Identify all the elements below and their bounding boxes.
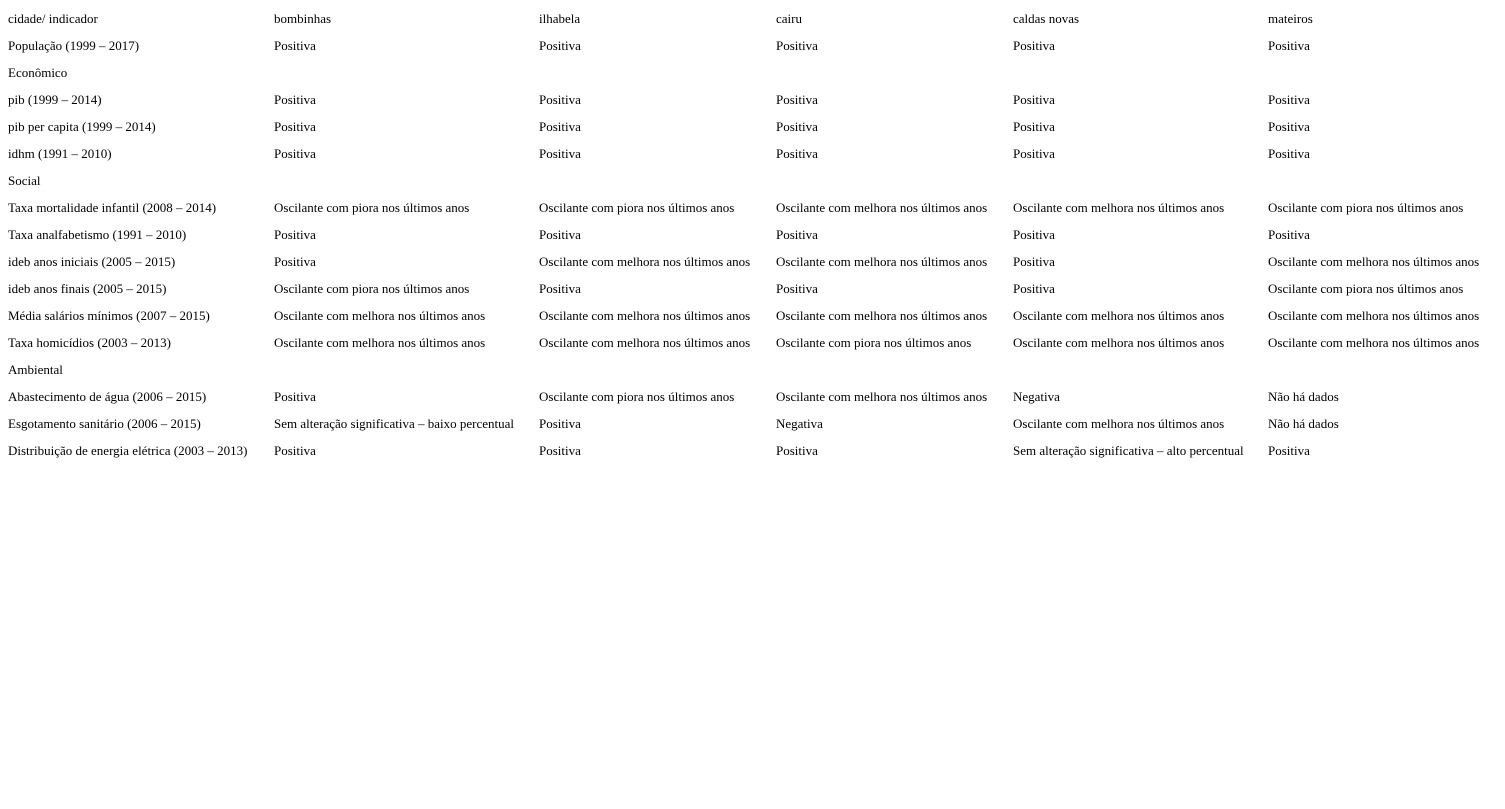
table-cell: Positiva xyxy=(274,254,316,269)
table-row xyxy=(8,410,1501,437)
empty-cell xyxy=(1013,59,1266,86)
table-row xyxy=(8,275,1501,302)
table-cell: Oscilante com melhora nos últimos anos xyxy=(1013,416,1225,431)
section-heading: Econômico xyxy=(8,65,68,80)
header-cell-cairu: cairu xyxy=(776,11,802,26)
table-cell: Positiva xyxy=(776,92,818,107)
table-cell: Oscilante com melhora nos últimos anos xyxy=(539,335,751,350)
table-cell: Oscilante com piora nos últimos anos xyxy=(1268,281,1464,296)
table-row xyxy=(8,32,1501,59)
empty-cell xyxy=(539,356,774,383)
table-cell: Oscilante com melhora nos últimos anos xyxy=(776,254,988,269)
indicator-label: Média salários mínimos (2007 – 2015) xyxy=(8,308,210,323)
table-cell: Positiva xyxy=(776,38,818,53)
table-cell: Oscilante com melhora nos últimos anos xyxy=(776,389,988,404)
table-row xyxy=(8,437,1501,464)
table-cell: Positiva xyxy=(274,146,316,161)
table-cell: Positiva xyxy=(776,227,818,242)
header-cell-caldas-novas: caldas novas xyxy=(1013,11,1080,26)
table-cell: Oscilante com melhora nos últimos anos xyxy=(776,308,988,323)
table-cell: Positiva xyxy=(274,38,316,53)
table-cell: Sem alteração significativa – baixo percentual xyxy=(274,416,515,431)
indicator-label: Distribuição de energia elétrica (2003 – 2013) xyxy=(8,443,248,458)
table-cell: Oscilante com piora nos últimos anos xyxy=(539,389,735,404)
table-cell: Oscilante com piora nos últimos anos xyxy=(274,281,470,296)
table-row xyxy=(8,194,1501,221)
table-cell: Oscilante com melhora nos últimos anos xyxy=(539,308,751,323)
indicator-label: pib per capita (1999 – 2014) xyxy=(8,119,156,134)
table-row xyxy=(8,383,1501,410)
table-cell: Positiva xyxy=(1268,227,1310,242)
header-cell-indicator: cidade/ indicador xyxy=(8,11,98,26)
header-row xyxy=(8,5,1501,32)
table-cell: Oscilante com melhora nos últimos anos xyxy=(1013,308,1225,323)
table-cell: Oscilante com melhora nos últimos anos xyxy=(776,200,988,215)
table-cell: Positiva xyxy=(539,92,581,107)
header-cell-bombinhas: bombinhas xyxy=(274,11,332,26)
table-cell: Negativa xyxy=(776,416,823,431)
indicator-label: Taxa analfabetismo (1991 – 2010) xyxy=(8,227,187,242)
table-cell: Positiva xyxy=(1268,38,1310,53)
table-cell: Positiva xyxy=(1013,119,1055,134)
section-row xyxy=(8,59,1501,86)
table-cell: Positiva xyxy=(274,119,316,134)
table-cell: Positiva xyxy=(539,38,581,53)
table-row xyxy=(8,140,1501,167)
table-row xyxy=(8,248,1501,275)
indicator-label: pib (1999 – 2014) xyxy=(8,92,102,107)
empty-cell xyxy=(539,167,774,194)
table-cell: Positiva xyxy=(274,92,316,107)
table-cell: Positiva xyxy=(539,146,581,161)
table-cell: Positiva xyxy=(776,119,818,134)
empty-cell xyxy=(539,59,774,86)
table-row xyxy=(8,329,1501,356)
header-cell-mateiros: mateiros xyxy=(1268,11,1313,26)
table-cell: Positiva xyxy=(539,443,581,458)
empty-cell xyxy=(274,59,537,86)
indicator-label: Taxa homicídios (2003 – 2013) xyxy=(8,335,172,350)
table-cell: Oscilante com melhora nos últimos anos xyxy=(274,335,486,350)
table-cell: Não há dados xyxy=(1268,416,1339,431)
empty-cell xyxy=(776,167,1011,194)
table-cell: Positiva xyxy=(274,227,316,242)
table-row xyxy=(8,86,1501,113)
table-cell: Sem alteração significativa – alto percentual xyxy=(1013,443,1244,458)
section-heading: Social xyxy=(8,173,41,188)
indicator-label: Abastecimento de água (2006 – 2015) xyxy=(8,389,207,404)
table-cell: Positiva xyxy=(1013,38,1055,53)
table-cell: Oscilante com melhora nos últimos anos xyxy=(274,308,486,323)
table-cell: Positiva xyxy=(539,227,581,242)
table-cell: Positiva xyxy=(1268,146,1310,161)
table-cell: Oscilante com melhora nos últimos anos xyxy=(1268,308,1480,323)
section-row xyxy=(8,356,1501,383)
empty-cell xyxy=(1268,167,1501,194)
table-cell: Negativa xyxy=(1013,389,1060,404)
header-cell-ilhabela: ilhabela xyxy=(539,11,581,26)
empty-cell xyxy=(776,59,1011,86)
table-cell: Positiva xyxy=(1268,92,1310,107)
section-row xyxy=(8,167,1501,194)
table-cell: Oscilante com piora nos últimos anos xyxy=(274,200,470,215)
table-cell: Oscilante com melhora nos últimos anos xyxy=(539,254,751,269)
table-cell: Oscilante com melhora nos últimos anos xyxy=(1268,254,1480,269)
table-cell: Oscilante com melhora nos últimos anos xyxy=(1013,200,1225,215)
table-row xyxy=(8,302,1501,329)
table-cell: Positiva xyxy=(1013,92,1055,107)
indicator-label: Esgotamento sanitário (2006 – 2015) xyxy=(8,416,201,431)
table-cell: Positiva xyxy=(539,119,581,134)
table-cell: Positiva xyxy=(776,281,818,296)
table-cell: Positiva xyxy=(1268,443,1310,458)
empty-cell xyxy=(274,167,537,194)
indicator-label: População (1999 – 2017) xyxy=(8,38,140,53)
table-row xyxy=(8,221,1501,248)
empty-cell xyxy=(274,356,537,383)
table-cell: Positiva xyxy=(1013,146,1055,161)
table-cell: Positiva xyxy=(1013,227,1055,242)
table-cell: Positiva xyxy=(1268,119,1310,134)
indicator-table xyxy=(6,5,1503,464)
table-cell: Oscilante com piora nos últimos anos xyxy=(776,335,972,350)
table-cell: Positiva xyxy=(539,416,581,431)
empty-cell xyxy=(1013,356,1266,383)
indicator-label: Taxa mortalidade infantil (2008 – 2014) xyxy=(8,200,217,215)
table-cell: Positiva xyxy=(539,281,581,296)
table-cell: Oscilante com melhora nos últimos anos xyxy=(1013,335,1225,350)
table-cell: Positiva xyxy=(776,443,818,458)
empty-cell xyxy=(1268,59,1501,86)
table-row xyxy=(8,113,1501,140)
table-cell: Positiva xyxy=(776,146,818,161)
indicator-label: ideb anos finais (2005 – 2015) xyxy=(8,281,167,296)
table-cell: Positiva xyxy=(1013,254,1055,269)
table-cell: Oscilante com piora nos últimos anos xyxy=(539,200,735,215)
empty-cell xyxy=(776,356,1011,383)
section-heading: Ambiental xyxy=(8,362,63,377)
indicator-label: idhm (1991 – 2010) xyxy=(8,146,112,161)
indicator-label: ideb anos iniciais (2005 – 2015) xyxy=(8,254,176,269)
empty-cell xyxy=(1268,356,1501,383)
table-cell: Positiva xyxy=(274,389,316,404)
table-cell: Oscilante com melhora nos últimos anos xyxy=(1268,335,1480,350)
table-cell: Positiva xyxy=(1013,281,1055,296)
table-cell: Oscilante com piora nos últimos anos xyxy=(1268,200,1464,215)
indicator-table-body xyxy=(8,5,1501,464)
table-cell: Positiva xyxy=(274,443,316,458)
empty-cell xyxy=(1013,167,1266,194)
table-cell: Não há dados xyxy=(1268,389,1339,404)
